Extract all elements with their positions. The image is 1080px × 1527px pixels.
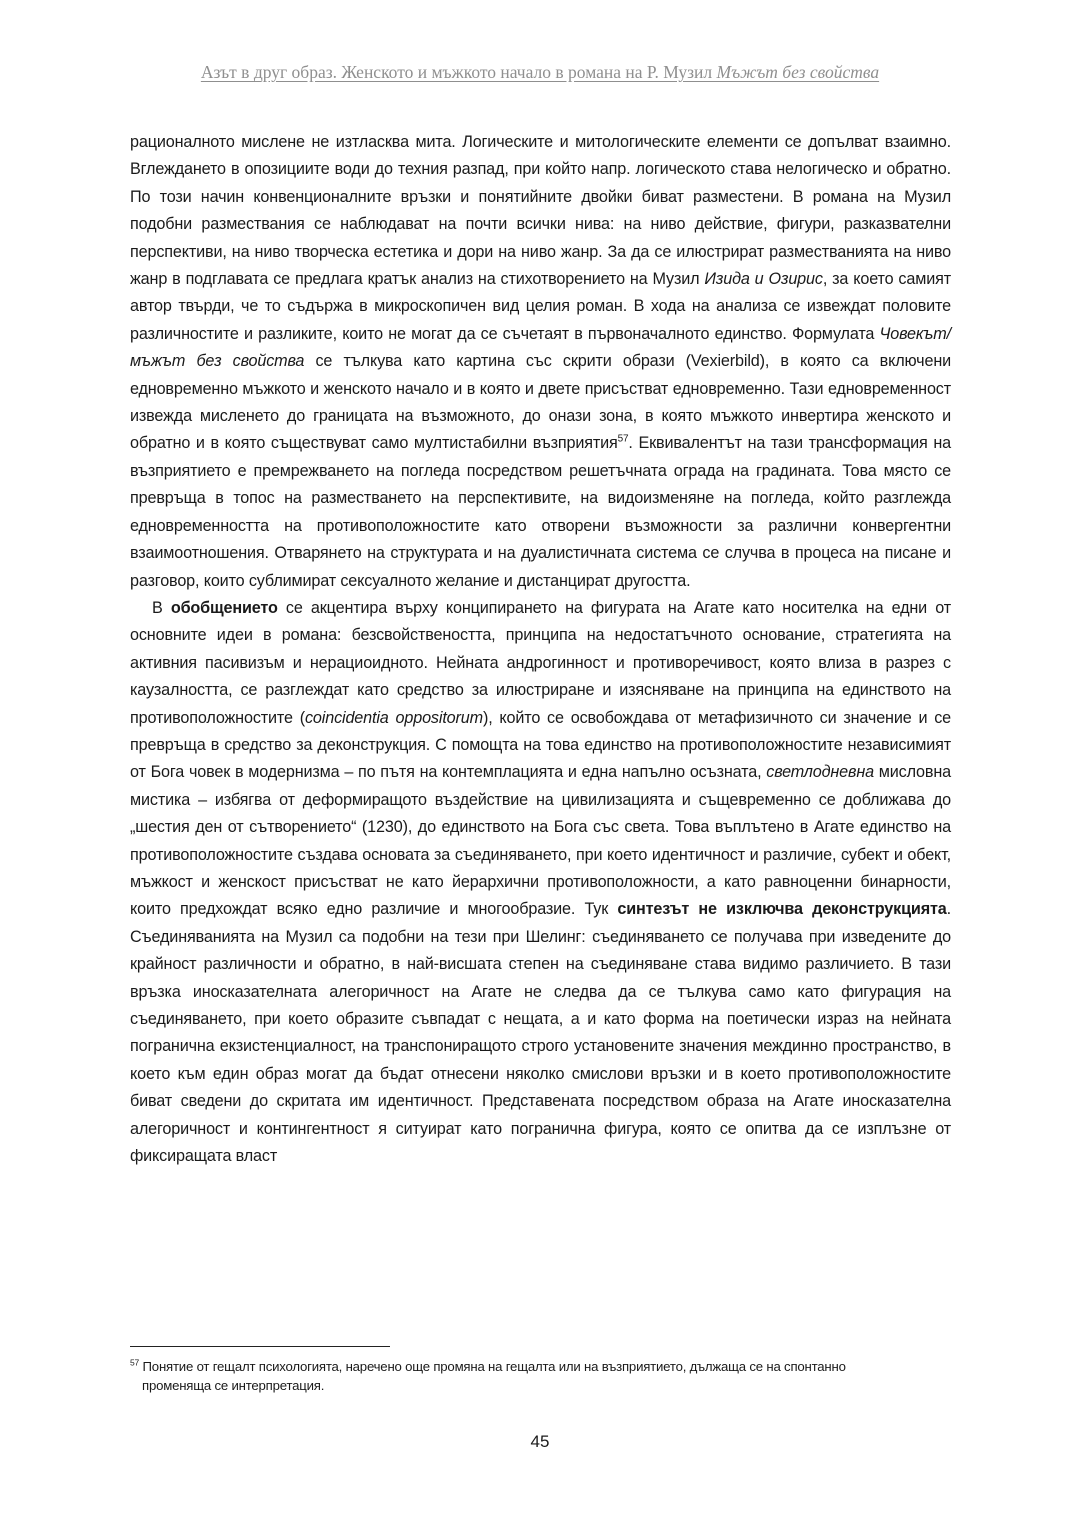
- italic-text-run: светлодневна: [766, 763, 874, 782]
- italic-text-run: coincidentia oppositorum: [304, 708, 483, 727]
- text-run: . Еквивалентът на тази трансформация на възприятието е премрежването на погледа посредством решетъчната ограда на градината. Това място се превръща в топос на разместването на перспективите, на видоизменяне на погледа, който разглежда едновременността на противоположностите като отворени възможности за различни конвергентни взаимоотношения. Отварянето на структурата и на дуалистичната система се случва в процеса на писане и разговор, които сублимират сексуалното желание и дистанцират другостта.: [130, 434, 951, 590]
- footnote-number: 57: [130, 1357, 140, 1368]
- page-number: 45: [530, 1432, 550, 1451]
- italic-text-run: Изида и Озирис: [704, 270, 823, 289]
- bold-text-run: обобщението: [170, 598, 278, 617]
- running-header-title: Азът в друг образ. Женското и мъжкото начало в романа на Р. Музил: [200, 62, 717, 82]
- running-header: [60, 62, 1020, 83]
- running-header-book-title: Мъжът без свойства: [716, 62, 880, 82]
- italic-text-run: Човекът/мъжът без свойства: [130, 324, 951, 371]
- text-run: рационалното мислене не изтласква мита. Логическите и митологическите елементи се допълват взаимно. Вглеждането в опозициите води до техния разпад, при който напр. логическото става нелогическо и обратно. По този начин конвенционалните връзки и понятийните двойки биват разместени. В романа на Музил подобни размествания се наблюдават на почти всички нива: на ниво действие, фигури, разказвателни перспективи, на ниво творческа естетика и дори на ниво жанр. За да се илюстрират разместванията на ниво жанр в подглавата се предлага кратък анализ на стихотворението на Музил: [130, 133, 951, 289]
- footnote-divider: [130, 1346, 390, 1347]
- text-run: . Съединяванията на Музил са подобни на тези при Шелинг: съединяването се получава при изведените до крайност различности и обратно, в най-висшата степен на съединяване става видимо различието. В тази връзка иносказателната алегоричност на Агате не следва да се тълкува само като фигурация на съединяването, при което образите съвпадат с нещата, а и като форма на поетически израз на нейната погранична екзистенциалност, на транспониращото строго установените значения междинно пространство, в което към един образ могат да бъдат отнесени няколко смислови връзки и в което противоположностите биват сведени до скритата им идентичност. Представената посредством образа на Агате иносказателна алегоричност и контингентност я ситуират като погранична фигура, която се опитва да се изплъзне от фиксиращата власт: [130, 900, 952, 1166]
- footnote-text-line-1: Понятие от гещалт психологията, наречено още промяна на гещалта или на възприятието, дължаща се на спонтанно: [139, 1359, 846, 1374]
- bold-text-run: синтезът не изключва деконструкцията: [617, 900, 947, 919]
- paragraph-conclusion-summary: [130, 595, 951, 1171]
- footnote-reference: 57: [617, 434, 629, 446]
- text-run: мисловна мистика – избягва от деформиращото въздействие на цивилизацията и същевременно се доближава до „шестия ден от сътворението“ (1230), до единството на Бога със света. Това въплътено в Агате единство на противоположностите създава основата за съединяването, при което идентичност и различие, субект и обект, мъжкост и женскост присъстват не като йерархични противоположности, а като равноценни бинарности, които предхождат всяко едно различие и многообразие. Тук: [130, 763, 951, 919]
- text-run: се тълкува като картина със скрити образи (Vexierbild), в която са включени едновременно мъжкото и женското начало и в която и двете присъстват едновременно. Тази едновременност извежда мисленето до границата на възможното, до онази зона, в която мъжкото инвертира женското и обратно и в която съществуват само мултистабилни възприятия: [130, 352, 951, 453]
- footnote-text-line-2: променяща се интерпретация.: [142, 1378, 325, 1393]
- text-run: В: [152, 598, 171, 617]
- text-run: , за което самият автор твърди, че то съдържа в микроскопичен вид целия роман. В хода на анализа се извеждат половите различностите и разликите, които не могат да се съчетаят в първоначалното единство. Формулата: [130, 270, 951, 343]
- body-text: [130, 129, 951, 1170]
- footnote-line-1: [130, 1357, 951, 1376]
- footnote-57: [130, 1357, 951, 1395]
- text-run: ), който се освобождава от метафизичното си значение и се превръща в средство за деконструкция. С помощта на това единство на противоположностите независимият от Бога човек в модернизма – по пътя на контемплацията и една напълно осъзната,: [130, 708, 952, 782]
- paragraph-summary-part-1: [130, 129, 951, 595]
- text-run: се акцентира върху конципирането на фигурата на Агате като носителка на едни от основните идеи в романа: безсвойствеността, принципа на недостатъчното основание, стратегията на активния пасивизъм и нерациоидното. Нейната андрогинност и противоречивост, която влиза в разрез с каузалността, се разглеждат като средство за илюстриране и изясняване на принципа на единството на противоположностите (: [130, 598, 952, 727]
